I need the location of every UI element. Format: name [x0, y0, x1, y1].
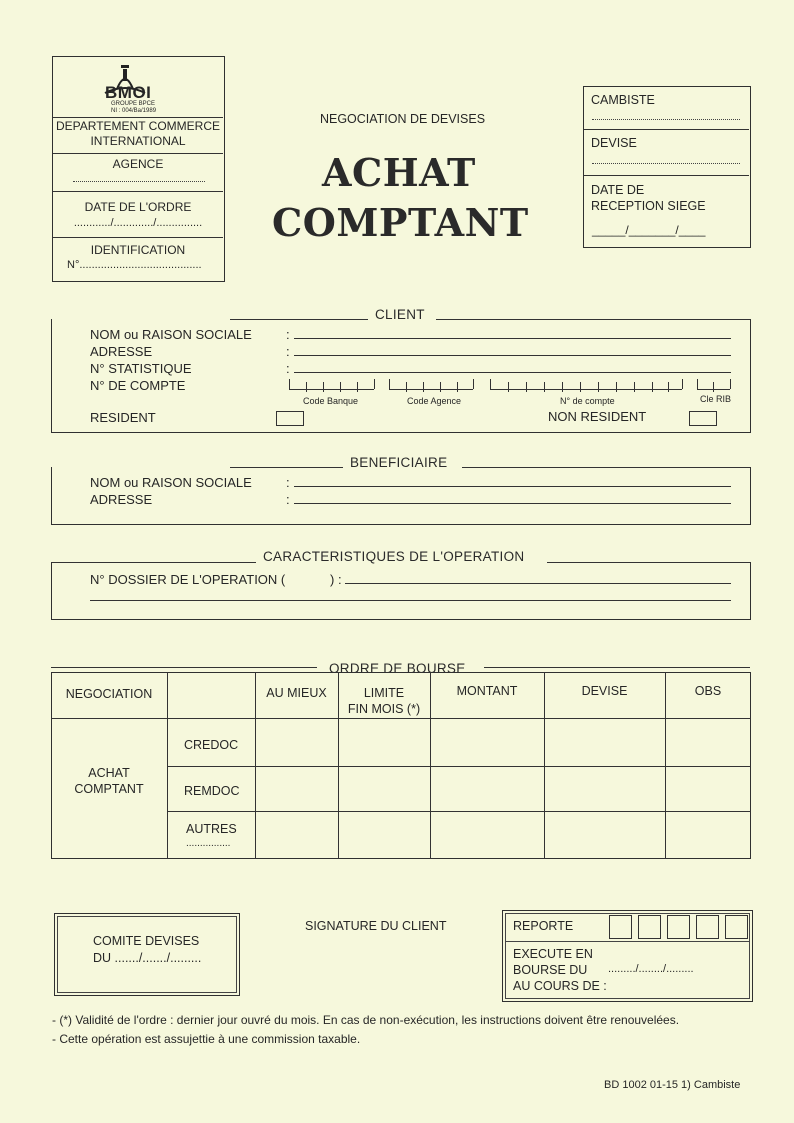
signature-field[interactable] [290, 940, 470, 995]
devise-field[interactable] [592, 163, 740, 164]
beneficiaire-adresse-label: ADRESSE [90, 492, 153, 507]
execute-label-2: BOURSE DU [513, 963, 588, 977]
row-credoc: CREDOC [184, 738, 239, 752]
beneficiaire-nom-label: NOM ou RAISON SOCIALE [90, 475, 252, 490]
operation-section-title: CARACTERISTIQUES DE L'OPERATION [263, 549, 525, 564]
code-banque-caption: Code Banque [303, 396, 359, 406]
non-resident-checkbox[interactable] [689, 411, 717, 426]
agence-field[interactable] [73, 181, 205, 182]
resident-label: RESIDENT [90, 410, 156, 425]
reporte-box-5[interactable] [725, 915, 748, 939]
client-statistique-label: N° STATISTIQUE [90, 361, 192, 376]
form-title-line1: ACHAT [322, 150, 476, 195]
client-adresse-field[interactable] [294, 355, 731, 356]
reporte-box-3[interactable] [667, 915, 690, 939]
bank-logo [53, 57, 223, 117]
dossier-field[interactable] [345, 583, 731, 584]
cambiste-box [583, 86, 751, 248]
reporte-box-1[interactable] [609, 915, 632, 939]
comite-devises-box [54, 913, 240, 996]
client-statistique-field[interactable] [294, 372, 731, 373]
client-nom-field[interactable] [294, 338, 731, 339]
date-reception-label-1: DATE DE [591, 183, 645, 197]
form-title-line2: COMPTANT [272, 200, 529, 245]
bank-info-box [52, 56, 225, 282]
header-devise: DEVISE [581, 684, 628, 698]
form-reference: BD 1002 01-15 1) Cambiste [604, 1079, 741, 1091]
cell-credoc-au-mieux[interactable] [256, 719, 337, 765]
reporte-label: REPORTE [513, 919, 574, 933]
header-limite-2: FIN MOIS (*) [347, 702, 421, 716]
date-reception-field[interactable]: _____/_______/____ [592, 223, 706, 237]
identification-field[interactable]: N°........................................ [67, 259, 202, 271]
signature-label: SIGNATURE DU CLIENT [305, 919, 447, 933]
cle-rib-caption: Cle RIB [700, 394, 732, 404]
operation-box [51, 562, 751, 620]
reporte-box-2[interactable] [638, 915, 661, 939]
no-compte-caption: N° de compte [560, 396, 615, 406]
bank-logo-ref: NI : 004/Ba/1989 [111, 108, 157, 114]
client-nom-label: NOM ou RAISON SOCIALE [90, 327, 252, 342]
beneficiaire-section-title: BENEFICIAIRE [350, 455, 448, 470]
bank-logo-group: GROUPE BPCE [111, 101, 156, 107]
department-label: DEPARTEMENT COMMERCE INTERNATIONAL [55, 119, 220, 148]
execute-label-1: EXECUTE EN [513, 947, 593, 961]
header-au-mieux: AU MIEUX [266, 686, 327, 700]
comite-date-field[interactable]: DU ......./......./......... [93, 951, 202, 965]
dossier-close: ) : [330, 572, 342, 587]
execute-date-field[interactable]: ........./......../......... [608, 963, 694, 975]
client-section-title: CLIENT [375, 307, 425, 322]
non-resident-label: NON RESIDENT [548, 409, 647, 424]
resident-checkbox[interactable] [276, 411, 304, 426]
client-compte-label: N° DE COMPTE [90, 378, 186, 393]
header-obs: OBS [694, 684, 722, 698]
date-ordre-label: DATE DE L'ORDRE [84, 200, 192, 214]
devise-label: DEVISE [591, 136, 637, 150]
date-ordre-field[interactable]: ............/............./............... [73, 217, 203, 229]
form-subtitle: NEGOCIATION DE DEVISES [319, 112, 486, 126]
header-limite-1: LIMITE [363, 686, 405, 700]
beneficiaire-adresse-field[interactable] [294, 503, 731, 504]
identification-label: IDENTIFICATION [90, 243, 186, 257]
row-group-achat: ACHAT [88, 766, 130, 780]
header-negociation: NEGOCIATION [65, 687, 153, 701]
code-agence-caption: Code Agence [407, 396, 462, 406]
ordre-bourse-section-title: ORDRE DE BOURSE [329, 661, 466, 676]
dossier-field-2[interactable] [90, 600, 731, 601]
comite-label: COMITE DEVISES [93, 934, 200, 948]
execute-label-3: AU COURS DE : [513, 979, 607, 993]
cambiste-field[interactable] [592, 119, 740, 120]
header-montant: MONTANT [456, 684, 518, 698]
row-autres: AUTRES [186, 822, 237, 836]
beneficiaire-nom-field[interactable] [294, 486, 731, 487]
row-group-comptant: COMPTANT [74, 782, 144, 796]
agence-label: AGENCE [112, 157, 164, 171]
execution-box [502, 910, 753, 1002]
cell-credoc-montant[interactable] [431, 719, 543, 765]
dossier-label: N° DOSSIER DE L'OPERATION ( [90, 572, 286, 587]
row-remdoc: REMDOC [184, 784, 240, 798]
bank-logo-name: BMOI [105, 83, 152, 102]
note-commission: - Cette opération est assujettie à une commission taxable. [52, 1032, 361, 1046]
client-adresse-label: ADRESSE [90, 344, 153, 359]
reporte-box-4[interactable] [696, 915, 719, 939]
note-validite: - (*) Validité de l'ordre : dernier jour ouvré du mois. En cas de non-exécution, les instructions doivent être renouvelées. [52, 1013, 680, 1027]
date-reception-label-2: RECEPTION SIEGE [591, 199, 706, 213]
cambiste-label: CAMBISTE [591, 93, 655, 107]
row-autres-field[interactable]: ................ [186, 838, 231, 849]
